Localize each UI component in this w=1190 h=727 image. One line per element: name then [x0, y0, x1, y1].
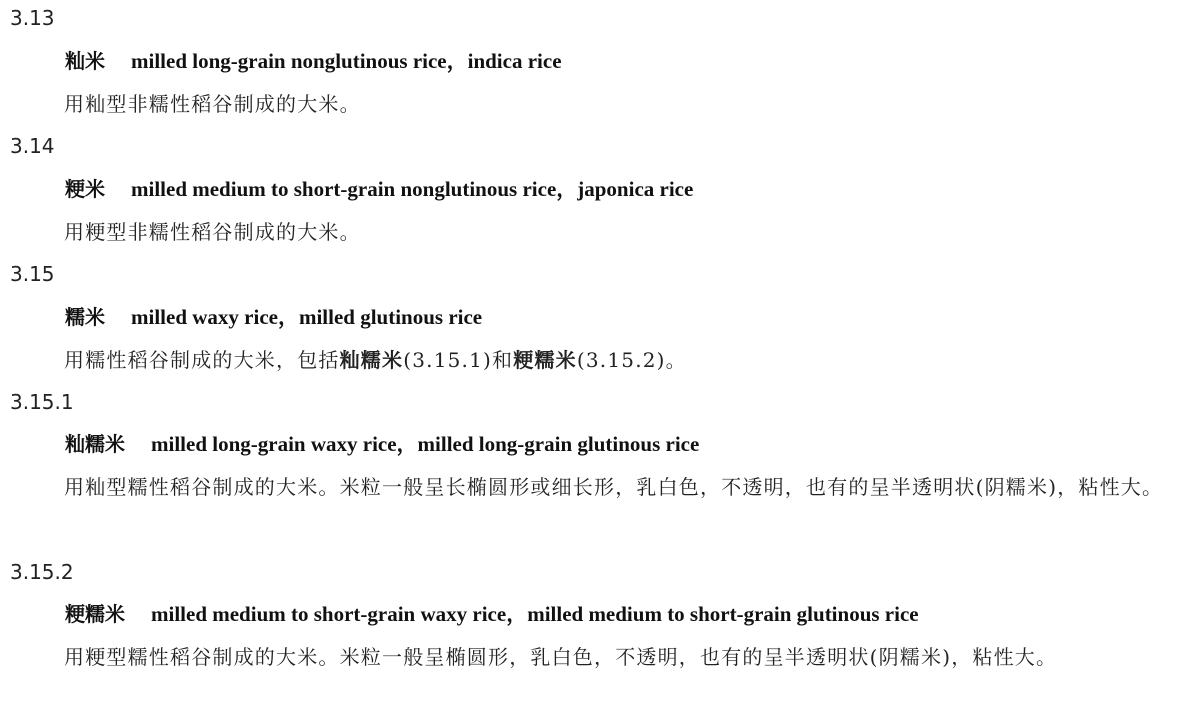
- term-line: [65, 601, 919, 627]
- term-english: milled medium to short-grain waxy rice，milled medium to short-grain glutinous rice: [151, 602, 919, 626]
- term-chinese: 籼米: [65, 49, 105, 73]
- term-chinese: 粳米: [65, 177, 105, 201]
- term-chinese: 籼糯米: [65, 432, 125, 456]
- definition-part: 用糯性稻谷制成的大米，包括: [64, 348, 340, 372]
- term-english: milled medium to short-grain nonglutinous rice，japonica rice: [131, 177, 694, 201]
- definition-part: (3.15.1)和: [403, 348, 514, 372]
- definition-part: (3.15.2)。: [576, 348, 687, 372]
- term-english: milled waxy rice，milled glutinous rice: [131, 305, 483, 329]
- term-line: [65, 48, 562, 74]
- definition-text: [10, 342, 1175, 378]
- clause-number: 3.15.1: [10, 390, 74, 414]
- term-english: milled long-grain nonglutinous rice，indica rice: [131, 49, 562, 73]
- term-line: [65, 304, 482, 330]
- clause-number: 3.14: [10, 134, 55, 158]
- definition-text: 用籼型糯性稻谷制成的大米。米粒一般呈长椭圆形或细长形，乳白色，不透明，也有的呈半透明状(阴糯米)，粘性大。: [64, 475, 1164, 499]
- definition-text: 用籼型非糯性稻谷制成的大米。: [64, 92, 361, 116]
- clause-number: 3.15.2: [10, 560, 74, 584]
- term-chinese: 糯米: [65, 305, 105, 329]
- term-reference: 籼糯米: [339, 348, 404, 372]
- term-reference: 粳糯米: [513, 348, 577, 372]
- definition-text: 用粳型非糯性稻谷制成的大米。: [64, 220, 361, 244]
- clause-number: 3.13: [10, 6, 55, 30]
- clause-number: 3.15: [10, 262, 55, 286]
- term-line: [65, 431, 699, 457]
- term-english: milled long-grain waxy rice，milled long-grain glutinous rice: [151, 432, 700, 456]
- term-chinese: 粳糯米: [65, 602, 125, 626]
- term-line: [65, 176, 693, 202]
- definition-text: 用粳型糯性稻谷制成的大米。米粒一般呈椭圆形，乳白色，不透明，也有的呈半透明状(阴糯米)，粘性大。: [64, 645, 1058, 669]
